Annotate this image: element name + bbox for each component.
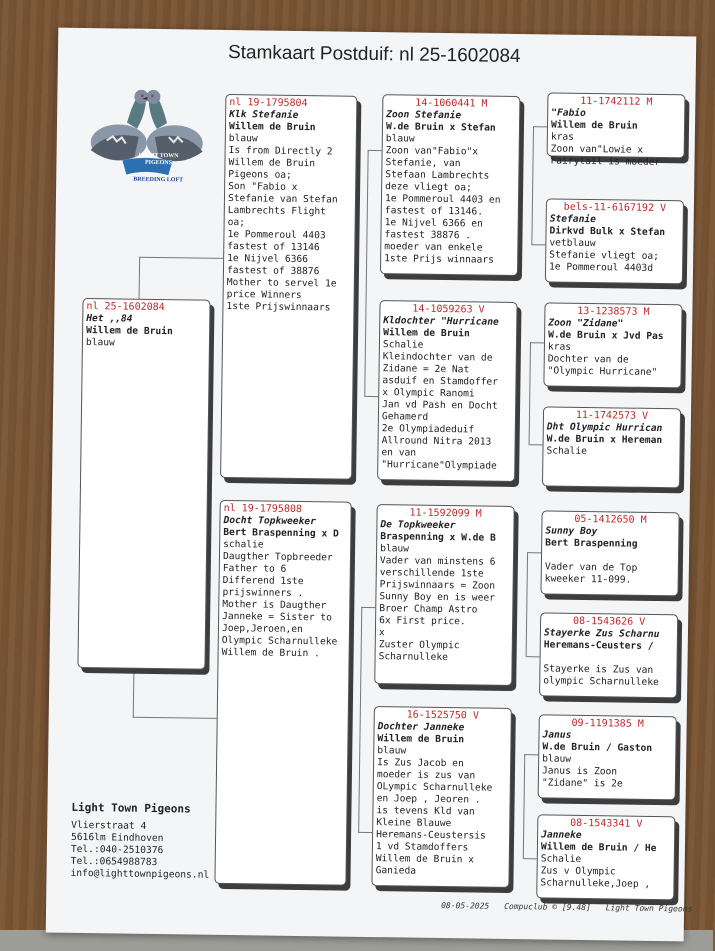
ring-number: 08-1543341 V (570, 817, 643, 830)
pigeon-name: Janneke (541, 829, 582, 841)
breeder: Willem de Bruin (377, 733, 465, 746)
pigeon-color: Schalie (540, 853, 582, 865)
connector-sd-to-sdd (529, 444, 543, 445)
breeder: Bert Braspenning x D (223, 526, 339, 540)
print-date: 08-05-2025 (441, 901, 490, 911)
pigeon-notes: Is Zus Jacob en moeder is zus van OLympic Scharnulleke en Joep , Jeoren . is tevens Kld van Kleine Blauwe Heremans-Ceustersis 1 vd Stamdoffers Willem de Bruin x Ganieda (375, 757, 493, 877)
pigeon-notes: Daugther Topbreeder Father to 6 Differend 1ste prijswinners . Mother is Daugther Janneke = Sister to Joep,Jeroen,en Olympic Scharnulleke Willem de Bruin . (221, 550, 338, 660)
ring-number: nl 19-1795808 (223, 502, 303, 516)
pigeon-name: Kldochter "Hurricane (383, 315, 499, 328)
pigeon-color: vetblauw (549, 237, 596, 250)
ring-number: 08-1543626 V (572, 615, 646, 628)
pigeon-name: De Topkweeker (380, 519, 456, 532)
pedigree-sheet (46, 28, 697, 942)
pigeon-notes: Kleindochter van de Zidane = 2e Nat asduif en Stamdoffer x Olympic Ranomi Jan vd Pash en Docht Gehamerd 2e Olympiadeduif Allround Nitra 2013 en van "Hurricane"Olympiade (381, 351, 499, 472)
ring-number: 16-1525750 V (406, 709, 479, 722)
pigeon-name: Het ,,84 (86, 313, 133, 325)
pigeon-name: Janus (542, 729, 572, 741)
pigeon-name: Stefanie (549, 213, 597, 226)
pigeon-color: schalie (223, 538, 264, 551)
breeder: Willem de Bruin (550, 119, 638, 132)
pigeon-logo-icon (76, 70, 218, 188)
pigeon-notes: Dochter van de "Olympic Hurricane" (547, 353, 658, 378)
pigeon-card-ddd (536, 814, 675, 900)
connector-dd-to-dds (524, 754, 538, 755)
contact-block (70, 802, 210, 882)
pigeon-card-sire-sire (380, 94, 520, 276)
phone-1: Tel.:040-2510376 (70, 843, 164, 857)
pigeon-notes: Vader van de Top kweeker 11-099. (544, 561, 638, 586)
pigeon-notes: Stayerke is Zus van olympic Scharnulleke (543, 663, 659, 689)
pigeon-color: blauw (85, 337, 115, 349)
pigeon-notes: Zoon van"Lowie x Fairytail is moeder (550, 143, 661, 169)
logo-line-2: PIGEONS (144, 159, 173, 167)
breeder: W.de Bruin x Hereman (546, 433, 663, 447)
email-address: info@lighttownpigeons.nl (70, 867, 210, 881)
connector-ss-vertical (531, 126, 534, 244)
pigeon-color: blauw (377, 745, 407, 757)
connector-ss-to-ssd (531, 244, 545, 245)
pigeon-color: kras (547, 341, 572, 353)
connector-ds-vertical (526, 552, 528, 656)
logo-subtitle: BREEDING LOFT (133, 176, 184, 184)
pigeon-name: Dht Olympic Hurrican (546, 421, 663, 435)
connector-sd-to-sds (530, 342, 544, 343)
pigeon-name: Zoon Stefanie (386, 109, 462, 122)
connector-subject-to-dam (133, 717, 217, 719)
pigeon-name: Zoon "Zidane" (548, 317, 624, 330)
pigeon-color: blauw (385, 133, 415, 145)
breeder: W.de Bruin x Stefan (385, 121, 496, 134)
pigeon-name: Sunny Boy (545, 525, 598, 538)
print-info (441, 901, 702, 914)
connector-subject-to-sire (139, 257, 223, 259)
pigeon-card-subject (77, 298, 210, 670)
pigeon-notes: Janus is Zoon "Zidane" is 2e (541, 765, 623, 790)
pigeon-notes: Is from Directly 2 Willem de Bruin Pigeons oa; Son "Fabio x Stefanie van Stefan Lambrechts Flight oa; 1e Pommeroul 4403 fastest of 13146 1e Nijvel 6366 fastest of 38876 Mother to servel 1e price Winners 1ste Prijswinnaars (226, 144, 338, 314)
connector-dam-vertical (358, 607, 362, 833)
pigeon-notes: Stefanie vliegt oa; 1e Pommeroul 4403d (548, 249, 660, 274)
breeder: Willem de Bruin (86, 325, 173, 338)
breeder: Braspenning x W.de B (380, 531, 496, 544)
ring-number: 11-1742112 M (580, 95, 653, 108)
pigeon-card-dam-dam (371, 706, 511, 888)
pigeon-card-dsd (539, 612, 678, 698)
pigeon-color: blauw (380, 543, 410, 555)
ring-number: 14-1060441 M (415, 97, 488, 110)
ring-number: 05-1412650 M (574, 513, 647, 526)
pigeon-card-dam (214, 500, 351, 886)
print-company: Light Town Pigeons (605, 903, 693, 914)
connector-ds-to-dsd (526, 656, 540, 657)
pigeon-notes: Zoon van"Fabio"x Stefanie, van Stefaan Lambrechts deze vliegt oa; 1e Pommeroul 4403 en fastest of 13146. 1e Nijvel 6366 en fastest 38876 . moeder van enkele 1ste Prijs winnaars (384, 145, 501, 266)
ring-number: 11-1742573 V (575, 409, 649, 422)
connector-ds-to-dss (527, 552, 541, 553)
breeder: Willem de Bruin (383, 327, 470, 340)
pigeon-notes: Zus v Olympic Scharnulleke,Joep , (540, 865, 651, 890)
pigeon-color: blauw (542, 753, 572, 765)
logo-text (128, 153, 188, 168)
connector-sd-vertical (529, 342, 531, 444)
connector-sire-to-sd (364, 396, 378, 397)
ring-number: nl 19-1795804 (229, 96, 308, 110)
pigeon-card-dds (538, 714, 677, 800)
breeder: Dirkvd Bulk x Stefan (549, 225, 666, 239)
page-title: Stamkaart Postduif: nl 25-1602084 (227, 41, 521, 68)
pigeon-card-ssd (545, 198, 684, 284)
pigeon-card-sire (220, 94, 357, 480)
pigeon-card-dss (540, 510, 679, 596)
city-address: 5616lm Eindhoven (70, 831, 164, 845)
connector-sire-to-ss (368, 150, 382, 151)
pigeon-name: "Fabio (551, 107, 586, 119)
connector-dam-to-dd (358, 832, 372, 833)
pigeon-card-sire-dam (377, 300, 517, 482)
pigeon-card-sdd (542, 406, 681, 488)
breeder: Bert Braspenning (545, 537, 638, 550)
connector-dam-to-ds (361, 607, 375, 608)
connector-ss-to-sss (533, 126, 547, 127)
pigeon-card-dam-sire (374, 504, 514, 686)
breeder: W.de Bruin x Jvd Pas (548, 329, 664, 343)
pigeon-card-sds (543, 302, 682, 388)
pigeon-name: Klk Stefanie (229, 108, 299, 121)
ring-number: 13-1238573 M (577, 305, 650, 318)
pigeon-color: blauw (228, 132, 258, 145)
pigeon-name: Docht Topkweeker (223, 514, 316, 528)
breeder: Heremans-Ceusters / (543, 639, 654, 652)
ring-number: 14-1059263 V (412, 303, 485, 316)
pigeon-color: Schalie (382, 339, 424, 351)
connector-dd-to-ddd (523, 858, 537, 859)
pigeon-notes: Vader van minstens 6 verschillende 1ste Prijswinnaars = Zoon Sunny Boy en is weer Broer Champ Astro 6x First price. x Zuster Olympic Scharnulleke (378, 555, 496, 664)
phone-2: Tel.:0654988783 (70, 855, 158, 869)
connector-sire-vertical (364, 150, 368, 396)
breeder: Willem de Bruin / He (540, 841, 657, 855)
logo-line-1: LIGHT TOWN (138, 152, 179, 160)
software-name: Compuclub © [9.48] (504, 901, 591, 913)
ring-number: 11-1592099 M (409, 507, 482, 520)
pigeon-color: kras (550, 131, 575, 143)
pigeon-name: Stayerke Zus Scharnu (543, 627, 660, 641)
pigeon-card-sss (547, 92, 686, 169)
ring-number: nl 25-1602084 (86, 301, 165, 314)
ring-number: 09-1191385 M (571, 717, 644, 730)
ring-number: bels-11-6167192 V (563, 201, 667, 215)
street-address: Vlierstraat 4 (71, 819, 147, 832)
connector-dd-vertical (523, 754, 525, 858)
company-name: Light Town Pigeons (71, 800, 191, 816)
pigeon-name: Dochter Janneke (377, 721, 465, 734)
pigeon-color: Schalie (546, 445, 587, 458)
breeder: W.de Bruin / Gaston (542, 741, 653, 754)
breeder: Willem de Bruin (228, 120, 316, 134)
